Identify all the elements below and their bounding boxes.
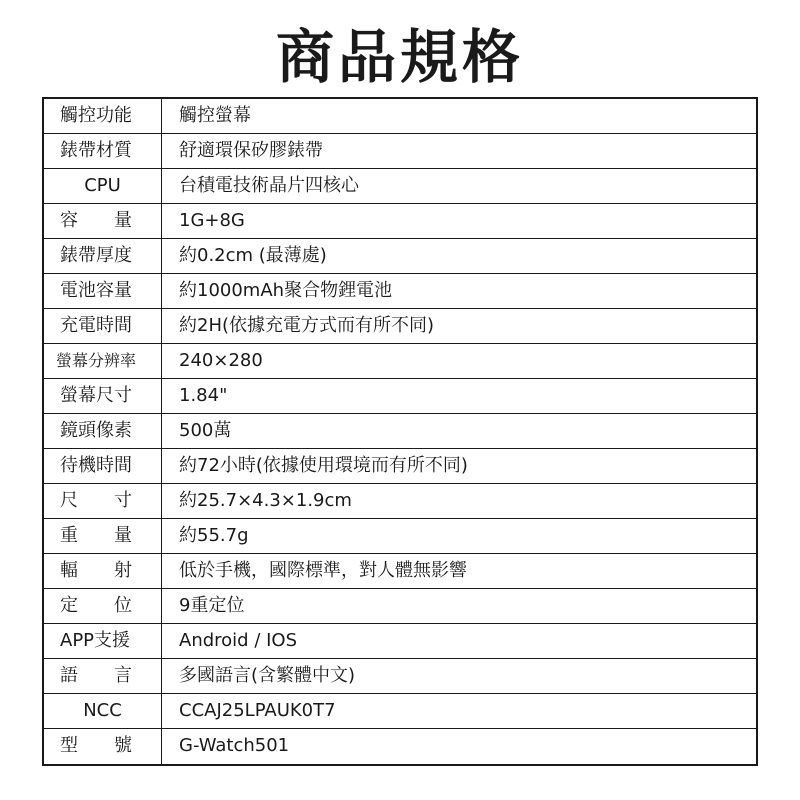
spec-value: G-Watch501 xyxy=(179,735,290,756)
spec-label: 螢幕尺寸 xyxy=(44,379,162,413)
spec-label: 電池容量 xyxy=(44,274,162,308)
spec-value: 約72小時(依據使用環境而有所不同) xyxy=(179,455,468,476)
spec-label: 錶帶厚度 xyxy=(44,239,162,273)
spec-label: 錶帶材質 xyxy=(44,134,162,168)
spec-label: NCC xyxy=(44,694,162,728)
spec-label: 尺 寸 xyxy=(44,484,162,518)
table-row xyxy=(44,589,756,624)
spec-value: 約25.7×4.3×1.9cm xyxy=(179,490,352,511)
spec-label: 重 量 xyxy=(44,519,162,553)
spec-label: 定 位 xyxy=(44,589,162,623)
spec-value: 多國語言(含繁體中文) xyxy=(179,665,356,686)
table-row xyxy=(44,344,756,379)
table-row xyxy=(44,554,756,589)
table-row xyxy=(44,624,756,659)
table-row xyxy=(44,239,756,274)
table-row xyxy=(44,659,756,694)
spec-value: 觸控螢幕 xyxy=(179,105,251,126)
spec-value: Android / IOS xyxy=(179,630,298,651)
spec-label: 螢幕分辨率 xyxy=(44,344,162,378)
spec-label: 觸控功能 xyxy=(44,99,162,133)
spec-value: 約2H(依據充電方式而有所不同) xyxy=(179,315,435,336)
table-row xyxy=(44,274,756,309)
spec-value: 1G+8G xyxy=(179,210,245,231)
table-row xyxy=(44,309,756,344)
spec-label: 輻 射 xyxy=(44,554,162,588)
table-row xyxy=(44,484,756,519)
spec-label: APP支援 xyxy=(44,624,162,658)
spec-label: 型 號 xyxy=(44,729,162,764)
spec-value: 約0.2cm (最薄處) xyxy=(179,245,327,266)
table-row xyxy=(44,169,756,204)
spec-value: 9重定位 xyxy=(179,595,245,616)
page-title: 商品規格 xyxy=(275,23,524,91)
table-row xyxy=(44,99,756,134)
table-row xyxy=(44,414,756,449)
table-row xyxy=(44,379,756,414)
spec-value: 500萬 xyxy=(179,420,232,441)
spec-value: 台積電技術晶片四核心 xyxy=(179,175,359,196)
spec-label: 容 量 xyxy=(44,204,162,238)
spec-value: CCAJ25LPAUK0T7 xyxy=(179,700,336,721)
table-row xyxy=(44,204,756,239)
table-row xyxy=(44,134,756,169)
spec-label: 充電時間 xyxy=(44,309,162,343)
spec-label: 鏡頭像素 xyxy=(44,414,162,448)
spec-label: 語 言 xyxy=(44,659,162,693)
table-row xyxy=(44,449,756,484)
spec-value: 約55.7g xyxy=(179,525,249,546)
spec-value: 1.84" xyxy=(179,385,228,406)
spec-value: 舒適環保矽膠錶帶 xyxy=(179,140,323,161)
spec-label: CPU xyxy=(44,169,162,203)
table-row xyxy=(44,694,756,729)
table-row xyxy=(44,729,756,764)
spec-label: 待機時間 xyxy=(44,449,162,483)
spec-table xyxy=(42,97,758,766)
table-row xyxy=(44,519,756,554)
spec-value: 約1000mAh聚合物鋰電池 xyxy=(179,280,393,301)
spec-value: 低於手機，國際標準，對人體無影響 xyxy=(179,560,467,581)
spec-value: 240×280 xyxy=(179,350,263,371)
